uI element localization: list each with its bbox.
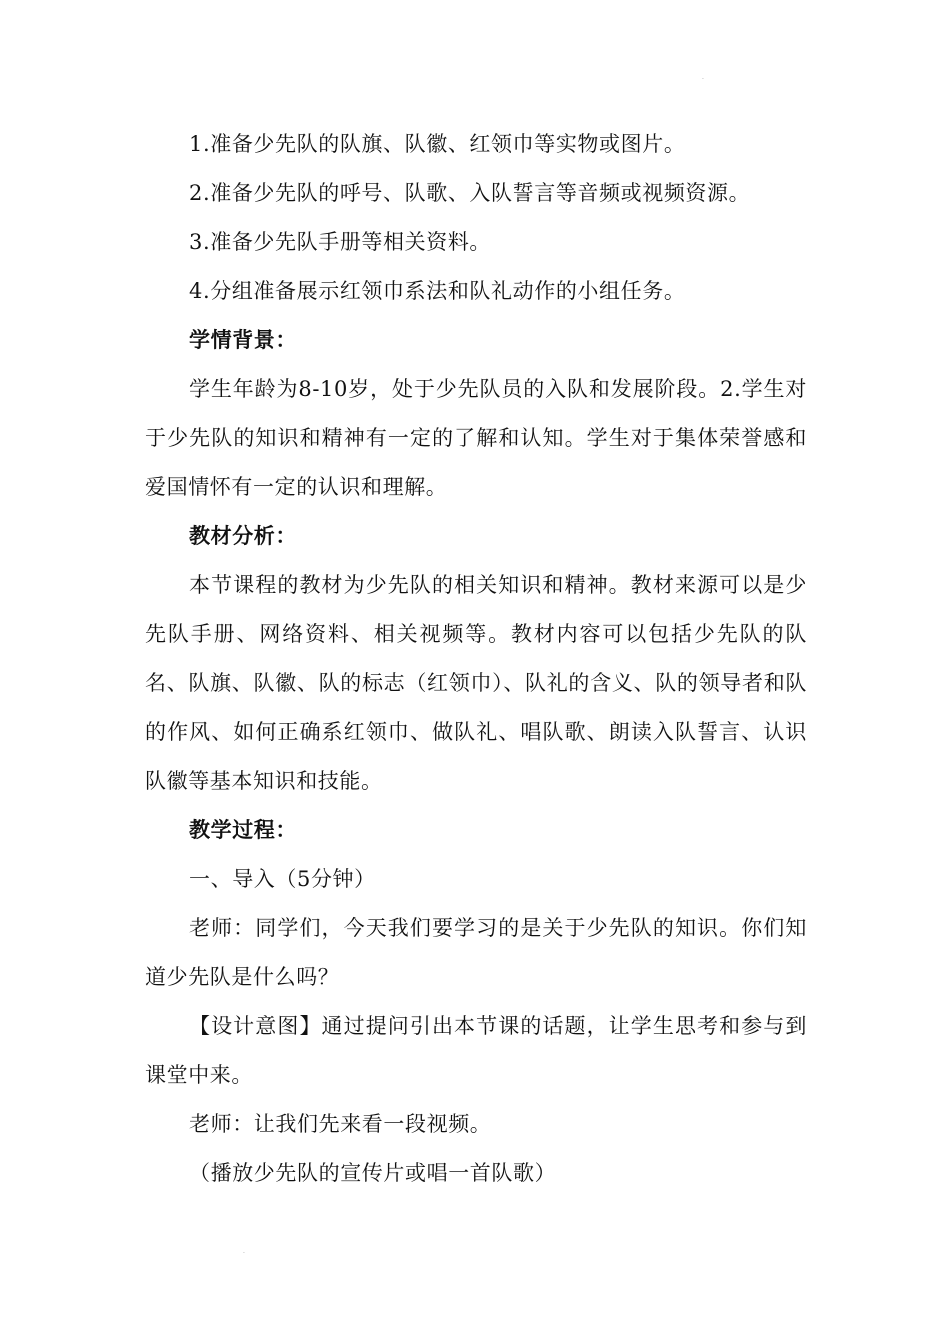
corner-mark-bottom: .	[243, 1248, 245, 1255]
material-item-3: 3.准备少先队手册等相关资料。	[189, 230, 492, 254]
teaching-process-heading: 教学过程：	[189, 818, 297, 842]
textbook-analysis-heading: 教材分析：	[189, 524, 297, 548]
section-title-intro: 一、导入（5分钟）	[189, 867, 376, 891]
design-intent: 【设计意图】通过提问引出本节课的话题，让学生思考和参与到课堂中来。	[145, 1014, 807, 1087]
material-item-4: 4.分组准备展示红领巾系法和队礼动作的小组任务。	[189, 279, 686, 303]
action-note: （播放少先队的宣传片或唱一首队歌）	[189, 1161, 557, 1185]
textbook-analysis-text: 本节课程的教材为少先队的相关知识和精神。教材来源可以是少先队手册、网络资料、相关视频等。教材内容可以包括少先队的队名、队旗、队徽、队的标志（红领巾）、队礼的含义、队的领导者和队的作风、如何正确系红领巾、做队礼、唱队歌、朗读入队誓言、认识队徽等基本知识和技能。	[145, 573, 807, 793]
document-body	[145, 120, 807, 1198]
material-item-2: 2.准备少先队的呼号、队歌、入队誓言等音频或视频资源。	[189, 181, 751, 205]
corner-mark-top: .	[702, 74, 704, 81]
teacher-line-1: 老师：同学们，今天我们要学习的是关于少先队的知识。你们知道少先队是什么吗？	[145, 916, 807, 989]
material-item-1: 1.准备少先队的队旗、队徽、红领巾等实物或图片。	[189, 132, 686, 156]
teacher-line-2: 老师：让我们先来看一段视频。	[189, 1112, 492, 1136]
student-background-heading: 学情背景：	[189, 328, 297, 352]
student-background-text: 学生年龄为8-10岁，处于少先队员的入队和发展阶段。2.学生对于少先队的知识和精神有一定的了解和认知。学生对于集体荣誉感和爱国情怀有一定的认识和理解。	[145, 377, 807, 499]
